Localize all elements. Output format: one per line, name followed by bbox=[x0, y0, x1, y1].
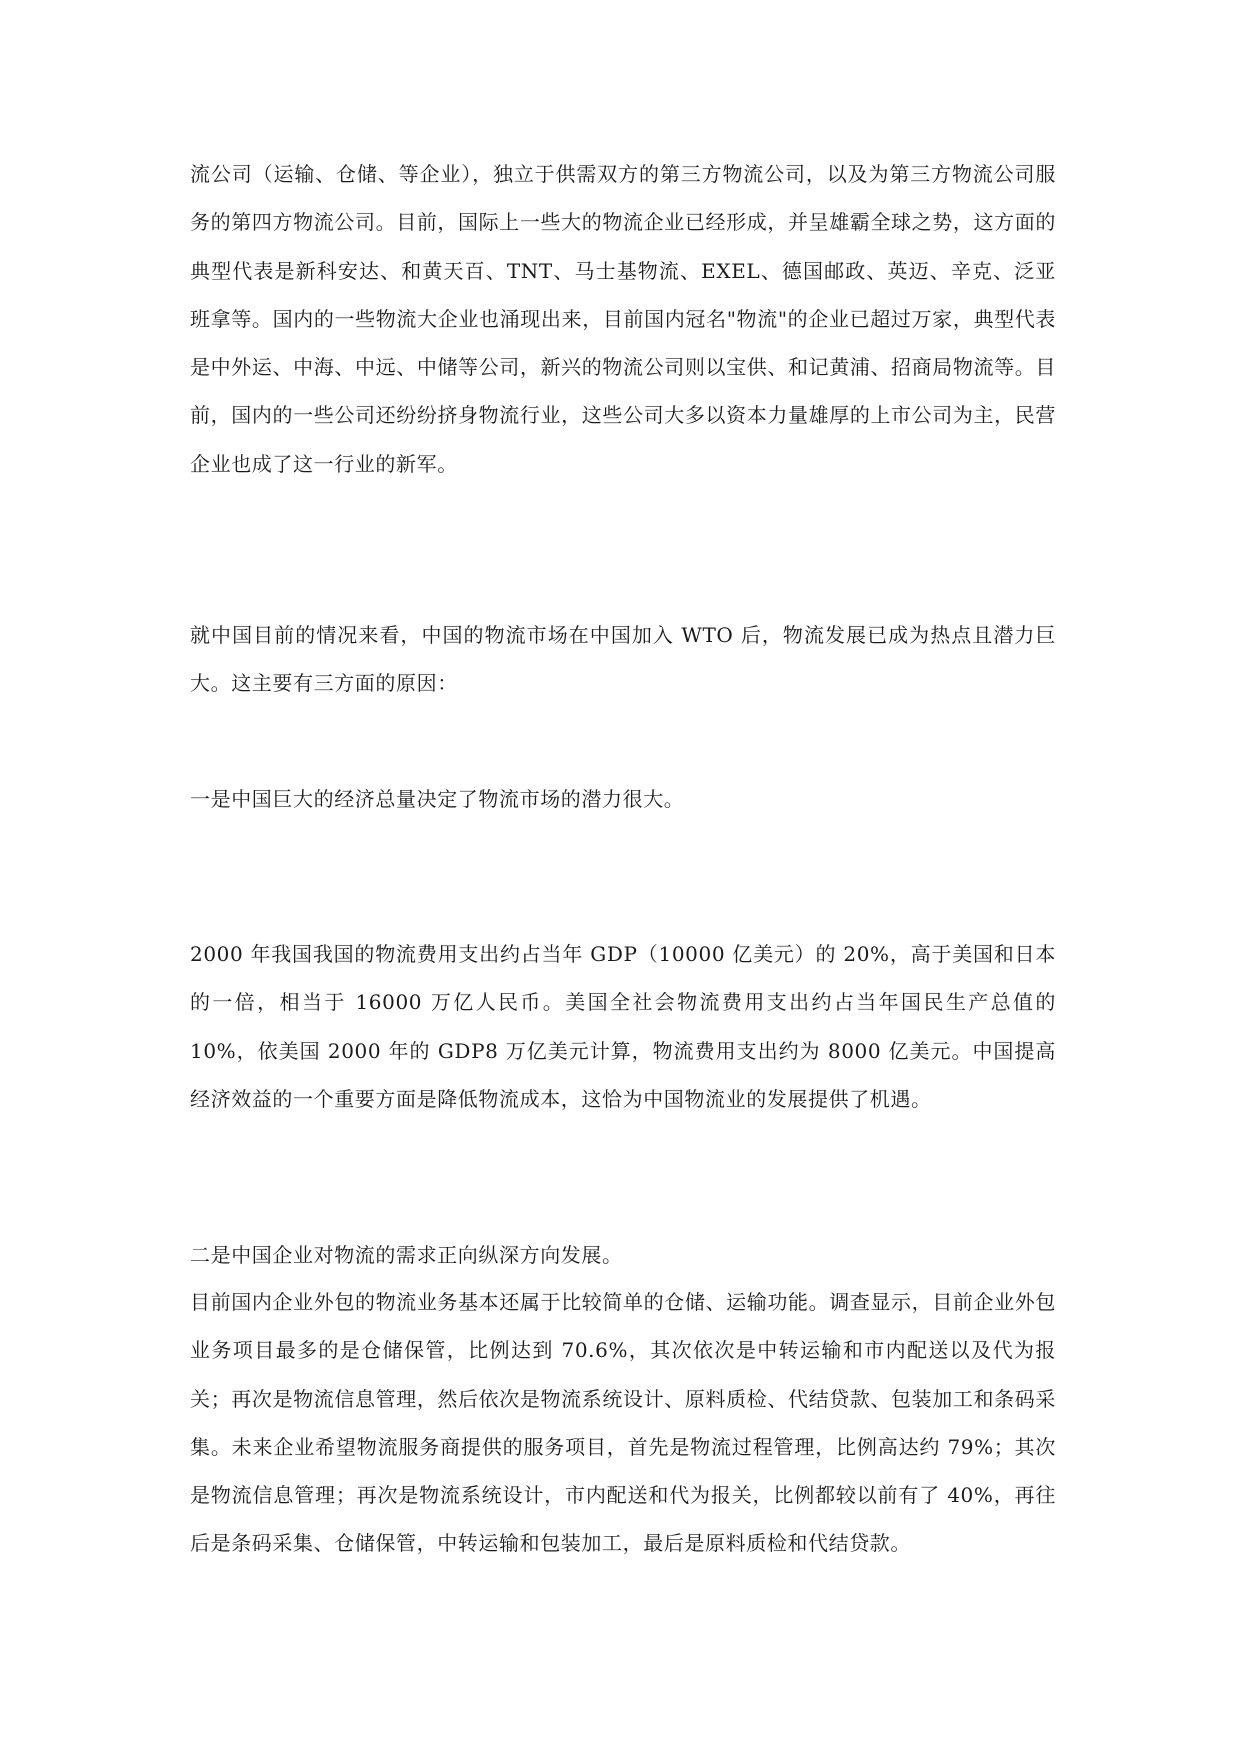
paragraph-china-market: 就中国目前的情况来看，中国的物流市场在中国加入 WTO 后，物流发展已成为热点且潜力巨大。这主要有三方面的原因： bbox=[190, 623, 1056, 696]
paragraph-outsourcing-survey: 目前国内企业外包的物流业务基本还属于比较简单的仓储、运输功能。调查显示，目前企业外包业务项目最多的是仓储保管，比例达到 70.6%，其次依次是中转运输和市内配送以及代为报关；再次是物流信息管理，然后依次是物流系统设计、原料质检、代结贷款、包装加工和条码采集。未来企业希望物流服务商提供的服务项目，首先是物流过程管理，比例高达约 79%；其次是物流信息管理；再次是物流系统设计，市内配送和代为报关，比例都较以前有了 40%，再往后是条码采集、仓储保管，中转运输和包装加工，最后是原料质检和代结贷款。 bbox=[190, 1290, 1056, 1556]
paragraph-reason-one: 一是中国巨大的经济总量决定了物流市场的潜力很大。 bbox=[190, 787, 685, 811]
paragraph-cost-statistics: 2000 年我国我国的物流费用支出约占当年 GDP（10000 亿美元）的 20%，高于美国和日本的一倍，相当于 16000 万亿人民币。美国全社会物流费用支出约占当年国民生产总值的 10%，依美国 2000 年的 GDP8 万亿美元计算，物流费用支出约为 8000 亿美元。中国提高经济效益的一个重要方面是降低物流成本，这恰为中国物流业的发展提供了机遇。 bbox=[190, 942, 1056, 1111]
paragraph-reason-two: 二是中国企业对物流的需求正向纵深方向发展。 bbox=[190, 1243, 623, 1267]
paragraph-logistics-companies: 流公司（运输、仓储、等企业），独立于供需双方的第三方物流公司，以及为第三方物流公司服务的第四方物流公司。目前，国际上一些大的物流企业已经形成，并呈雄霸全球之势，这方面的典型代表是新科安达、和黄天百、TNT、马士基物流、EXEL、德国邮政、英迈、辛克、泛亚班拿等。国内的一些物流大企业也涌现出来，目前国内冠名"物流"的企业已超过万家，典型代表是中外运、中海、中远、中储等公司，新兴的物流公司则以宝供、和记黄浦、招商局物流等。目前，国内的一些公司还纷纷挤身物流行业，这些公司大多以资本力量雄厚的上市公司为主，民营企业也成了这一行业的新军。 bbox=[190, 162, 1056, 476]
